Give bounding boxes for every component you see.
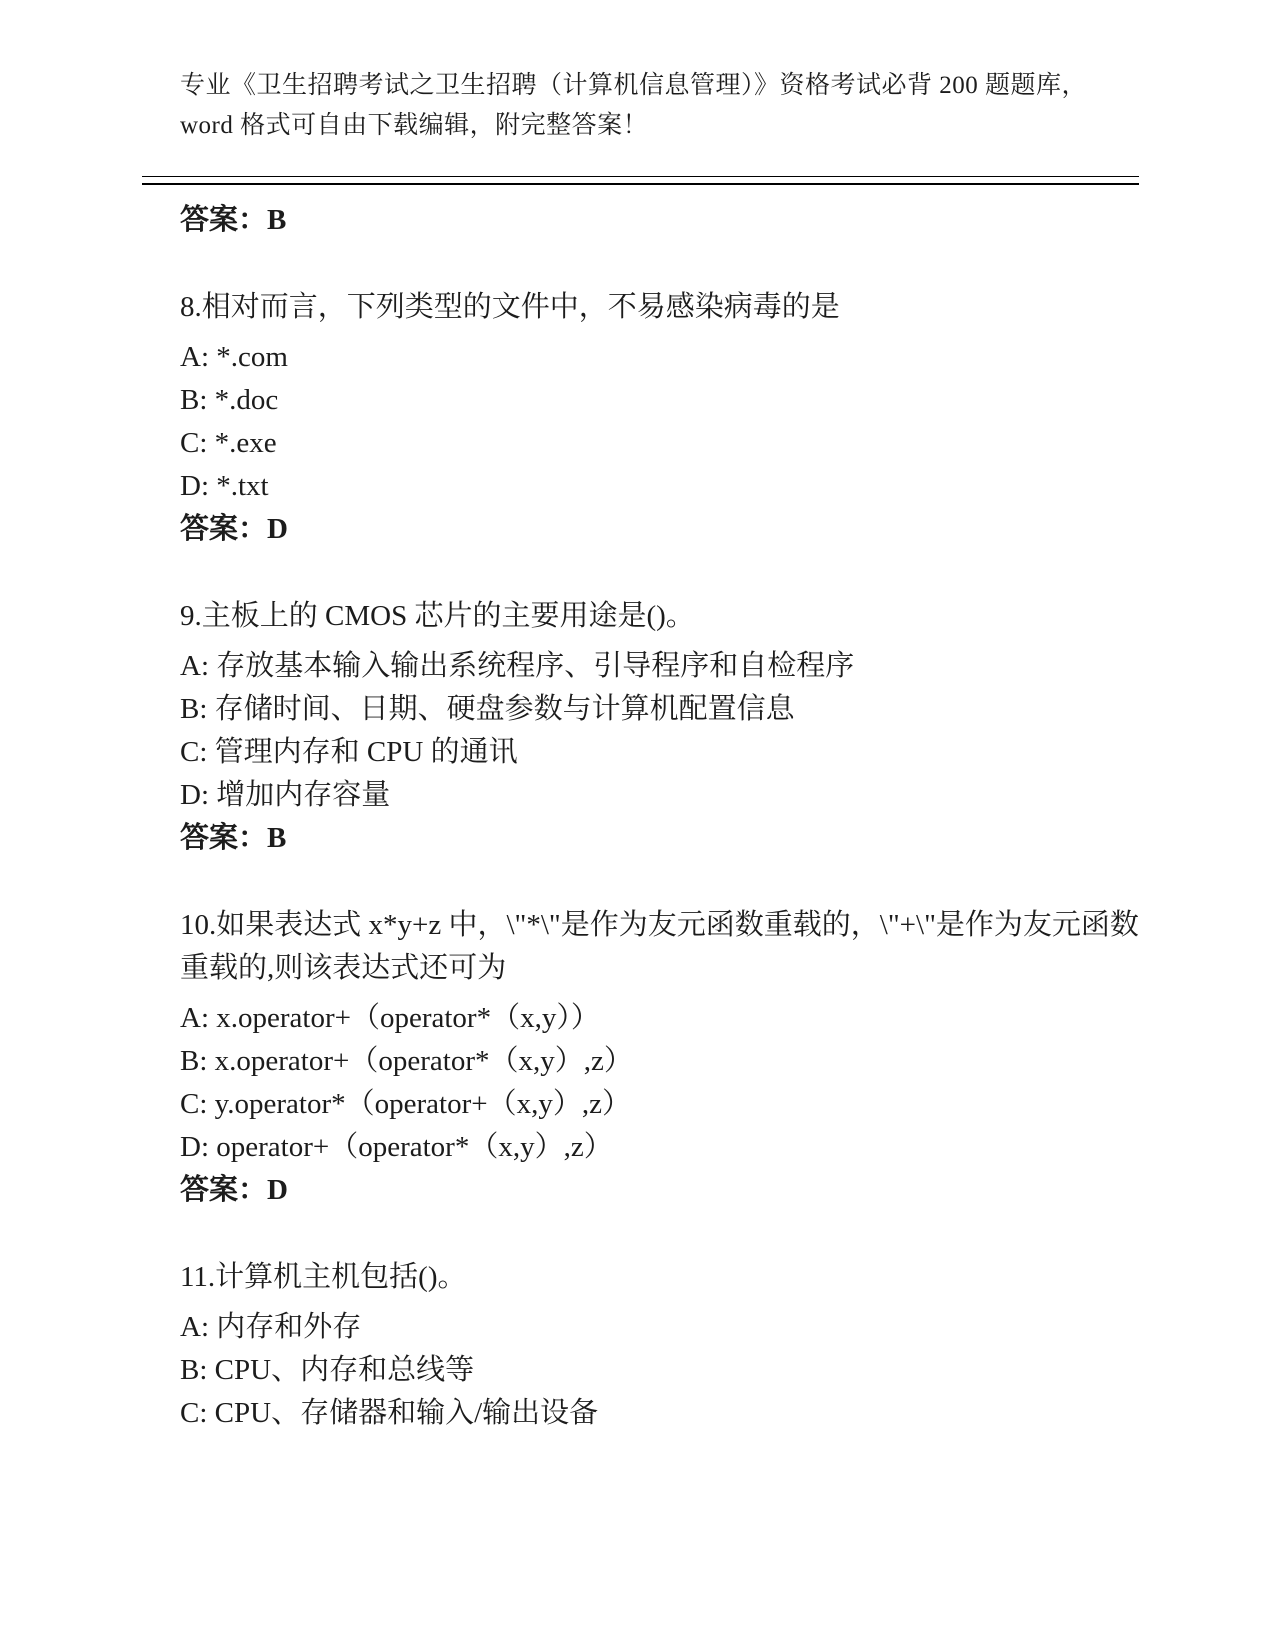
question-8-option-a: A: *.com bbox=[180, 341, 288, 373]
question-8-answer: 答案：D bbox=[180, 513, 288, 545]
question-10 bbox=[180, 904, 1139, 1212]
header-separator-line bbox=[142, 176, 1139, 185]
question-9-option-c: C: 管理内存和 CPU 的通讯 bbox=[180, 736, 518, 768]
question-10-option-a: A: x.operator+（operator*（x,y）） bbox=[180, 1002, 600, 1034]
question-11-option-a: A: 内存和外存 bbox=[180, 1311, 362, 1343]
question-10-option-d: D: operator+（operator*（x,y）,z） bbox=[180, 1131, 613, 1163]
page-header-title: 专业《卫生招聘考试之卫生招聘（计算机信息管理）》资格考试必背 200 题题库，word 格式可自由下载编辑，附完整答案！ bbox=[180, 72, 1088, 139]
question-10-text: 10.如果表达式 x*y+z 中，\"*\"是作为友元函数重载的，\"+\"是作为友元函数重载的,则该表达式还可为 bbox=[180, 909, 1139, 984]
question-11-option-c: C: CPU、存储器和输入/输出设备 bbox=[180, 1397, 599, 1429]
question-8-text: 8.相对而言，下列类型的文件中，不易感染病毒的是 bbox=[180, 291, 840, 323]
question-9-option-d: D: 增加内存容量 bbox=[180, 779, 391, 811]
question-9-text: 9.主板上的 CMOS 芯片的主要用途是()。 bbox=[180, 600, 695, 632]
question-8-option-b: B: *.doc bbox=[180, 384, 279, 416]
question-10-answer: 答案：D bbox=[180, 1174, 288, 1206]
question-8-option-d: D: *.txt bbox=[180, 470, 269, 502]
question-9 bbox=[180, 595, 1139, 860]
question-8-option-c: C: *.exe bbox=[180, 427, 277, 459]
question-8 bbox=[180, 286, 1139, 551]
question-9-option-b: B: 存储时间、日期、硬盘参数与计算机配置信息 bbox=[180, 693, 795, 725]
previous-question-answer: 答案：B bbox=[180, 204, 287, 236]
question-10-option-c: C: y.operator*（operator+（x,y）,z） bbox=[180, 1088, 631, 1120]
question-11 bbox=[180, 1256, 1139, 1435]
question-9-option-a: A: 存放基本输入输出系统程序、引导程序和自检程序 bbox=[180, 650, 855, 682]
question-11-text: 11.计算机主机包括()。 bbox=[180, 1261, 467, 1293]
question-10-option-b: B: x.operator+（operator*（x,y）,z） bbox=[180, 1045, 633, 1077]
question-11-option-b: B: CPU、内存和总线等 bbox=[180, 1354, 475, 1386]
question-9-answer: 答案：B bbox=[180, 822, 287, 854]
